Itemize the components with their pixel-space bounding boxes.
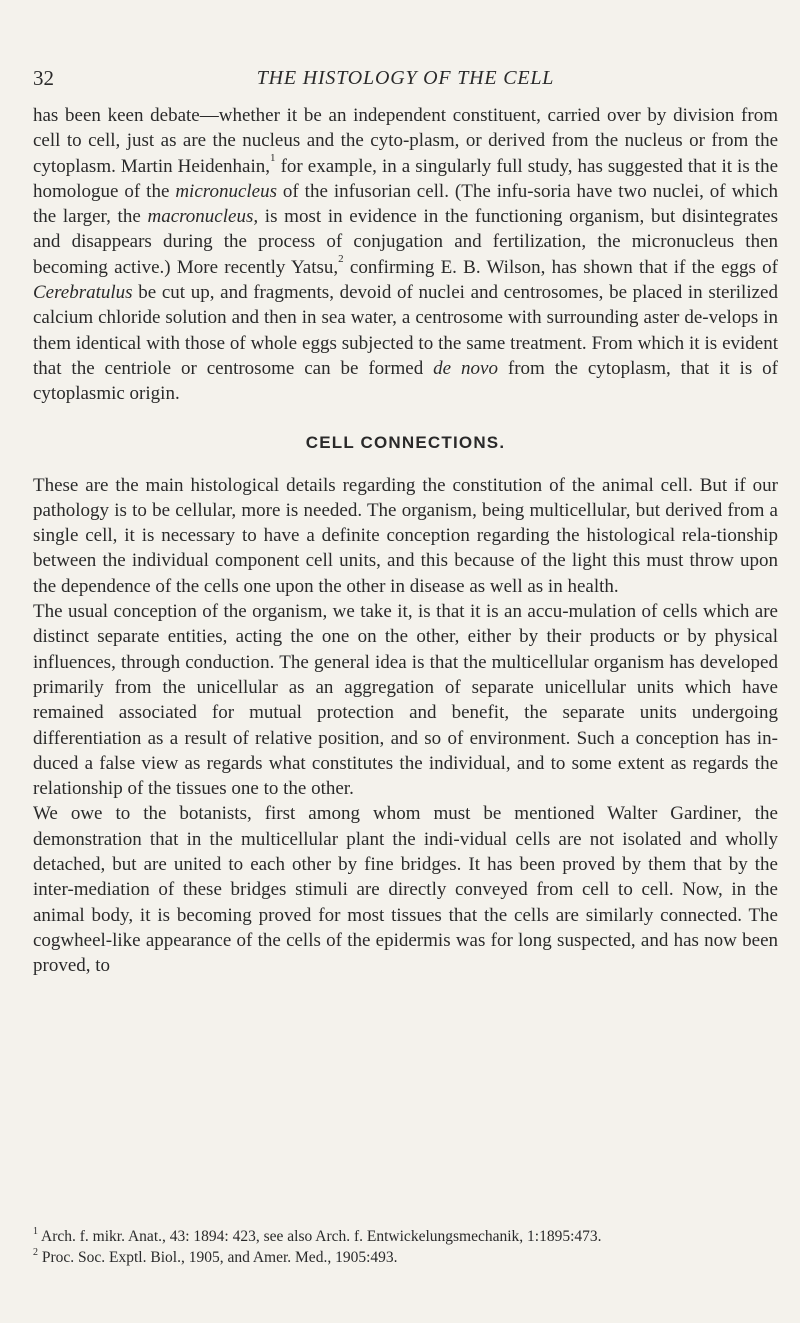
page-header xyxy=(33,66,778,90)
section-heading: CELL CONNECTIONS. xyxy=(305,432,506,452)
paragraph xyxy=(33,103,778,407)
footnote xyxy=(33,1227,778,1248)
italic-term: de novo xyxy=(433,357,498,379)
footnote-text: Proc. Soc. Exptl. Biol., 1905, and Amer. Med., 1905:493. xyxy=(41,1248,398,1266)
page-number: 32 xyxy=(33,66,54,90)
paragraph: The usual conception of the organism, we take it, is that it is an accu-mulation of cells which are distinct separate entities, acting the one on the other, either by their products or by physical influences, through conduction. The general idea is that the multicellular organism has developed primarily from the unicellular as an aggregation of separate unicellular units which have remained associated for mutual protection and benefit, the separate units undergoing differentiation as a result of relative position, and so of environment. Such a conception has in-duced a false view as regards what constitutes the individual, and to some extent as regards the relationship of the tissues one to the other. xyxy=(33,601,778,800)
text-run: from the cytoplasm, that it is of cytoplasmic origin. xyxy=(33,357,778,405)
footnotes xyxy=(33,1227,778,1268)
paragraph: These are the main histological details regarding the constitution of the animal cell. But if our pathology is to be cellular, more is needed. The organism, being multicellular, but derived from a single cell, it is necessary to have a definite conception regarding the histological rela-tionship between the individual component cell units, and this because of the light this must throw upon the dependence of the cells one upon the other in disease as well as in health. xyxy=(33,474,778,597)
text-run: has been keen debate—whether it be an independent constituent, carried over by division from cell to cell, just as are the nucleus and the cyto-plasm, or derived from the nucleus or from the cytoplasm. Martin Heidenhain, xyxy=(33,105,778,177)
text-run: be cut up, and fragments, devoid of nuclei and centrosomes, be placed in sterilized calcium chloride solution and then in sea water, a centrosome with surrounding aster de-velops in them identical with those of whole eggs subjected to the same treatment. From which it is evident that the centriole or centrosome can be formed xyxy=(33,282,778,379)
footnote-ref: 1 xyxy=(270,151,276,164)
italic-term: macronucleus, xyxy=(147,206,259,228)
footnote-mark: 1 xyxy=(33,1226,38,1237)
body-text xyxy=(33,103,778,979)
paragraph: We owe to the botanists, first among whom must be mentioned Walter Gardiner, the demonstration that in the multicellular plant the indi-vidual cells are not isolated and wholly detached, but are united to each other by fine bridges. It has been proved by them that by the inter-mediation of these bridges stimuli are directly conveyed from cell to cell. Now, in the animal body, it is becoming proved for most tissues that the cells are similarly connected. The cogwheel-like appearance of the cells of the epidermis was for long suspected, and has now been proved, to xyxy=(33,803,778,977)
running-title: THE HISTOLOGY OF THE CELL xyxy=(256,67,555,89)
text-run: of the infusorian cell. (The infu-soria have two nuclei, of which the larger, the xyxy=(33,180,778,228)
text-run: for example, in a singularly full study, has suggested that it is the homologue of the xyxy=(33,155,779,202)
footnote-ref: 2 xyxy=(338,252,344,265)
footnote-mark: 2 xyxy=(33,1246,38,1258)
italic-term: micronucleus xyxy=(175,180,277,202)
italic-term: Cerebratulus xyxy=(33,282,133,304)
footnote-text: Arch. f. mikr. Anat., 43: 1894: 423, see also Arch. f. Entwickelungsmechanik, 1:1895:473. xyxy=(41,1228,602,1245)
text-run: is most in evidence in the functioning organism, but disintegrates and disappears during the process of conjugation and fertilization, the micronucleus then becoming active.) More recently Yatsu, xyxy=(33,206,778,278)
text-run: confirming E. B. Wilson, has shown that if the eggs of xyxy=(343,256,778,278)
footnote xyxy=(33,1248,778,1269)
